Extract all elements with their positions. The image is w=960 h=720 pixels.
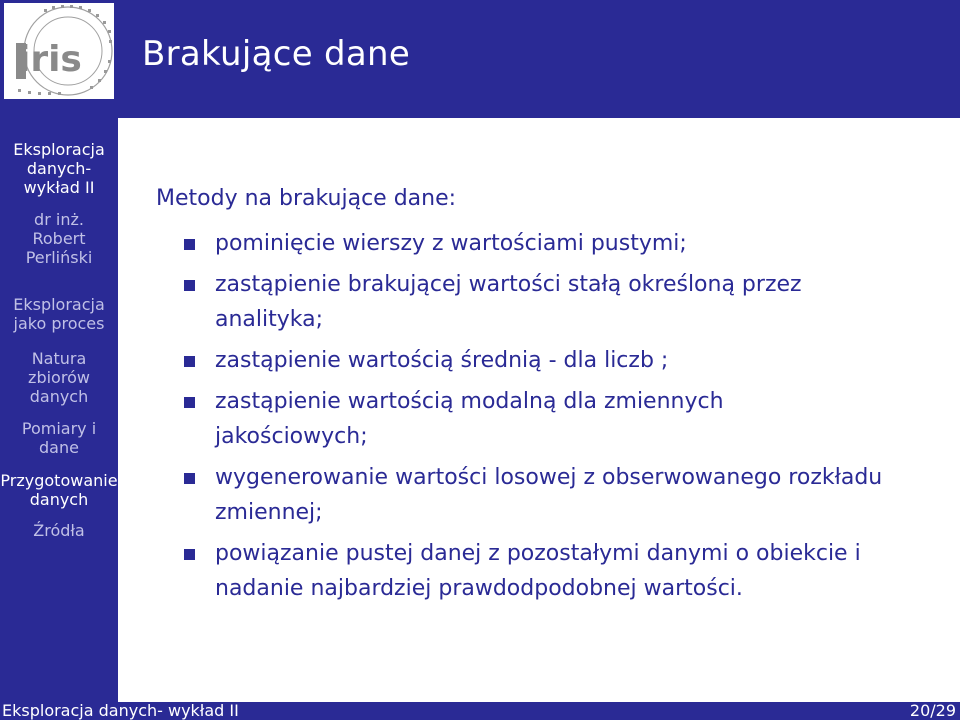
sidebar <box>0 118 118 702</box>
sidebar-line: Pomiary i <box>21 419 97 438</box>
bullet-text: analityka; <box>215 307 324 332</box>
footer-title[interactable]: Eksploracja danych- wykład II <box>2 701 239 720</box>
university-logo <box>4 3 114 99</box>
bullet-square-icon <box>184 356 195 367</box>
sidebar-item-sources[interactable] <box>0 521 118 540</box>
logo-area <box>0 0 118 118</box>
sidebar-item-lecture[interactable] <box>0 140 118 197</box>
slide-content <box>118 118 960 702</box>
sidebar-item-measurements[interactable] <box>0 419 118 457</box>
bullet-text: zastąpienie brakującej wartości stałą określoną przez <box>215 272 802 297</box>
footer-bar <box>0 702 960 720</box>
bullet-square-icon <box>184 280 195 291</box>
list-item <box>184 536 924 606</box>
sidebar-line: Eksploracja <box>13 295 105 314</box>
bullet-text: powiązanie pustej danej z pozostałymi danymi o obiekcie i <box>215 541 861 566</box>
bullet-text: zastąpienie wartością średnią - dla liczb ; <box>215 348 669 373</box>
sidebar-item-author[interactable] <box>0 210 118 267</box>
sidebar-line: Eksploracja <box>13 140 105 159</box>
slide-title: Brakujące dane <box>142 34 411 74</box>
bullet-text: zmiennej; <box>215 500 323 525</box>
list-item <box>184 267 924 337</box>
sidebar-item-data-nature[interactable] <box>0 349 118 406</box>
bullet-text: nadanie najbardziej prawdodpodobnej wartości. <box>215 576 743 601</box>
sidebar-line: danych <box>29 387 89 406</box>
sidebar-item-data-preparation[interactable] <box>0 471 118 509</box>
list-item <box>184 460 924 530</box>
bullet-text: wygenerowanie wartości losowej z obserwowanego rozkładu <box>215 465 883 490</box>
sidebar-line: Robert <box>32 229 86 248</box>
sidebar-line: Przygotowanie <box>0 471 118 490</box>
sidebar-item-exploration-process[interactable] <box>0 295 118 333</box>
bullet-square-icon <box>184 239 195 250</box>
sidebar-line: danych- <box>26 159 92 178</box>
page-number: 20/29 <box>909 701 956 720</box>
list-item <box>184 343 924 378</box>
sidebar-line: wykład II <box>23 178 95 197</box>
sidebar-line: dane <box>39 438 79 457</box>
logo-wordmark: iris <box>18 39 82 80</box>
list-item <box>184 226 924 261</box>
list-item <box>184 384 924 454</box>
bullet-list <box>184 226 924 606</box>
bullet-square-icon <box>184 397 195 408</box>
sidebar-line: Źródła <box>33 521 85 540</box>
sidebar-line: dr inż. <box>34 210 84 229</box>
sidebar-line: Natura <box>31 349 87 368</box>
sidebar-line: zbiorów <box>28 368 90 387</box>
sidebar-line: danych <box>29 490 89 509</box>
logo-seal <box>4 3 114 99</box>
bullet-text: jakościowych; <box>215 424 368 449</box>
intro-text: Metody na brakujące dane: <box>156 186 457 211</box>
title-bar <box>118 0 960 118</box>
bullet-text: zastąpienie wartością modalną dla zmiennych <box>215 389 724 414</box>
bullet-square-icon <box>184 549 195 560</box>
sidebar-line: jako proces <box>13 314 105 333</box>
bullet-square-icon <box>184 473 195 484</box>
bullet-text: pominięcie wierszy z wartościami pustymi; <box>215 231 687 256</box>
sidebar-line: Perliński <box>25 248 93 267</box>
